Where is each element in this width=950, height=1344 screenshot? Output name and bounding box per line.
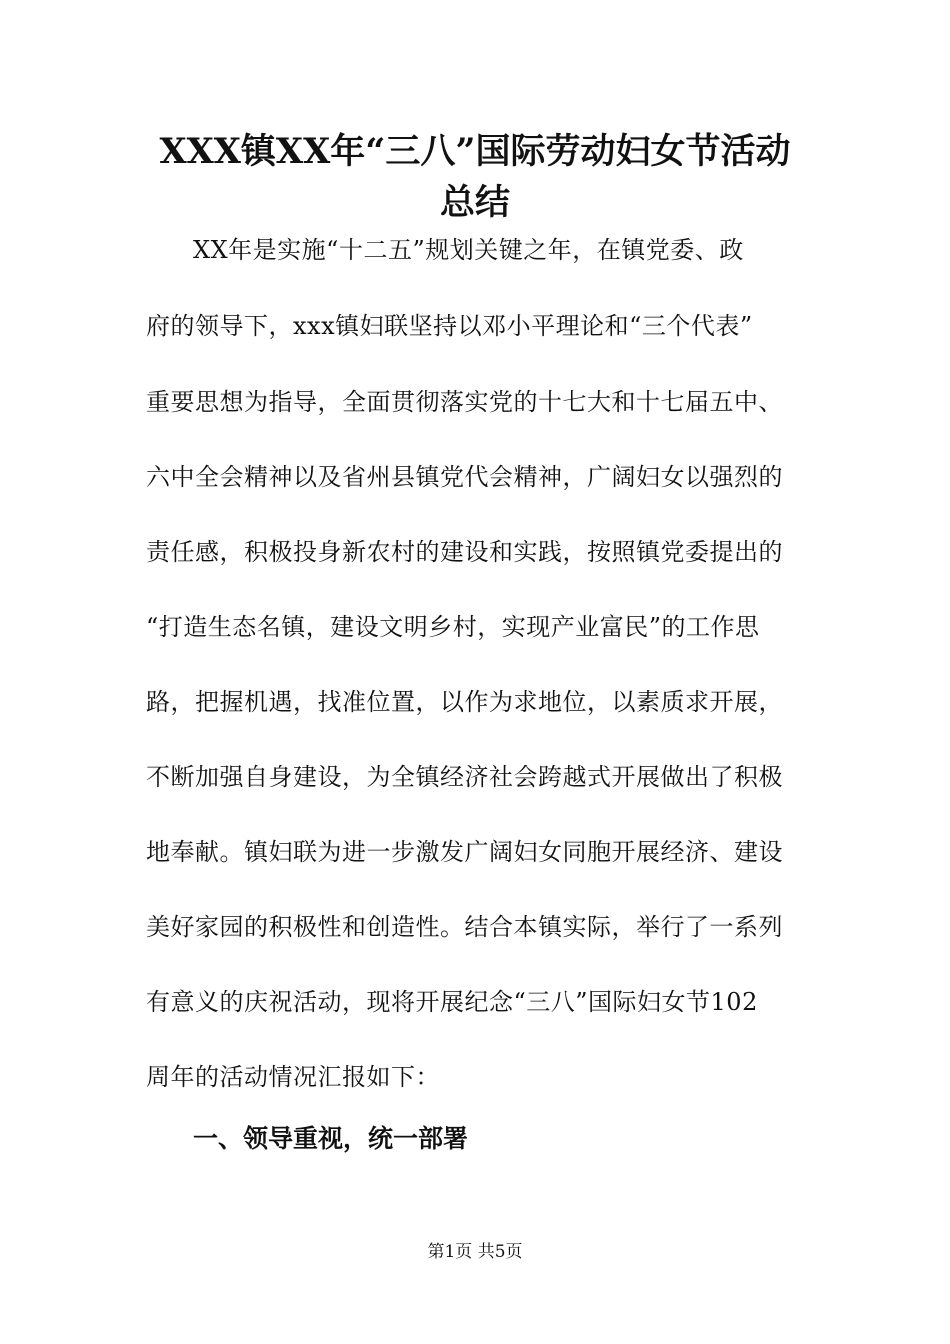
body-line-7: 路，把握机遇，找准位置，以作为求地位，以素质求开展， [146,688,783,716]
body-line-6: “打造生态名镇，建设文明乡村，实现产业富民”的工作思 [146,613,760,641]
body-line-1: XX年是实施“十二五”规划关键之年，在镇党委、政 [193,236,744,264]
document-title-line-1: XXX镇XX年“三八”国际劳动妇女节活动 [159,131,791,172]
document-title-line-2: 总结 [439,182,510,223]
page-number-footer: 第1页 共5页 [427,1242,523,1262]
body-line-10: 美好家园的积极性和创造性。结合本镇实际，举行了一系列 [146,913,783,941]
body-line-12: 周年的活动情况汇报如下： [146,1063,440,1091]
body-line-9: 地奉献。镇妇联为进一步激发广阔妇女同胞开展经济、建设 [146,838,783,866]
body-line-8: 不断加强自身建设，为全镇经济社会跨越式开展做出了积极 [146,763,783,791]
section-heading: 一、领导重视，统一部署 [193,1124,469,1153]
body-line-3: 重要思想为指导，全面贯彻落实党的十七大和十七届五中、 [146,388,783,416]
body-line-4: 六中全会精神以及省州县镇党代会精神，广阔妇女以强烈的 [146,463,783,491]
body-line-5: 责任感，积极投身新农村的建设和实践，按照镇党委提出的 [146,538,783,566]
body-line-11: 有意义的庆祝活动，现将开展纪念“三八”国际妇女节102 [146,988,758,1016]
body-line-2: 府的领导下，xxx镇妇联坚持以邓小平理论和“三个代表” [146,312,753,340]
